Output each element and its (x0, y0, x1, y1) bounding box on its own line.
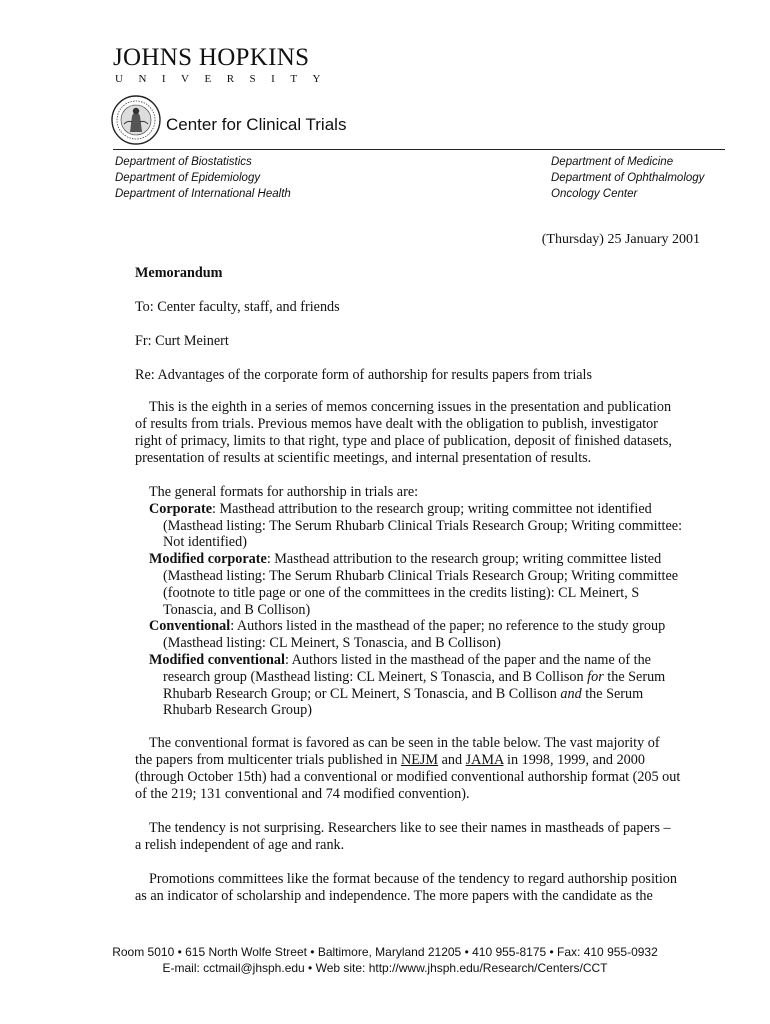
text-line: This is the eighth in a series of memos concerning issues in the presentation and publication (149, 399, 672, 415)
text-line: The conventional format is favored as can be seen in the table below. The vast majority of (149, 735, 660, 751)
tendency-paragraph (135, 820, 700, 854)
text-line: (through October 15th) had a conventional or modified conventional authorship format (205 out (135, 769, 681, 785)
department-item: Department of Medicine (551, 156, 674, 168)
journal-jama: JAMA (465, 752, 504, 768)
detail-text: Rhubarb Research Group; or CL Meinert, S Tonascia, and B Collison (163, 685, 561, 702)
format-detail: Not identified) (163, 534, 247, 551)
format-term: Modified corporate (149, 551, 267, 568)
format-term: Modified conventional (149, 651, 285, 668)
text-line: Promotions committees like the format because of the tendency to regard authorship position (149, 871, 677, 887)
format-description: : Masthead attribution to the research group; writing committee not identified (212, 500, 652, 517)
detail-text: the Serum (581, 685, 644, 702)
footer-contact: E-mail: cctmail@jhsph.edu • Web site: http://www.jhsph.edu/Research/Centers/CCT (162, 961, 608, 975)
text-line: a relish independent of age and rank. (135, 837, 345, 853)
detail-text: the Serum (603, 668, 666, 685)
intro-paragraph (135, 399, 700, 467)
department-item: Oncology Center (551, 188, 638, 200)
text-segment: the papers from multicenter trials published in (135, 752, 401, 768)
format-detail: (Masthead listing: The Serum Rhubarb Clinical Trials Research Group; Writing committee (163, 567, 679, 584)
memo-subject-line: Re: Advantages of the corporate form of authorship for results papers from trials (135, 367, 593, 383)
department-item: Department of Biostatistics (115, 156, 252, 168)
department-item: Department of Ophthalmology (551, 172, 705, 184)
format-detail: (Masthead listing: CL Meinert, S Tonascia, and B Collison) (163, 635, 501, 652)
authorship-formats-list (149, 484, 709, 719)
detail-text: research group (Masthead listing: CL Meinert, S Tonascia, and B Collison (163, 668, 588, 685)
format-term: Corporate (149, 500, 213, 517)
format-detail: Rhubarb Research Group) (163, 702, 312, 719)
format-detail (149, 686, 709, 703)
footer-address: Room 5010 • 615 North Wolfe Street • Baltimore, Maryland 21205 • 410 955-8175 • Fax: 410 955-0932 (112, 945, 658, 959)
university-seal-icon (110, 94, 162, 146)
text-segment: and (438, 752, 466, 768)
format-item-modified-conventional (149, 652, 709, 669)
formats-intro: The general formats for authorship in trials are: (149, 484, 419, 500)
conventional-paragraph (135, 735, 700, 803)
format-item-corporate (149, 501, 709, 518)
text-line: presentation of results at scientific meetings, and internal presentation of results. (135, 450, 592, 466)
departments-right (551, 154, 704, 202)
format-item-modified-corporate (149, 551, 709, 568)
text-line: of the 219; 131 conventional and 74 modified convention). (135, 786, 470, 802)
detail-emphasis: for (587, 668, 604, 685)
text-line: of results from trials. Previous memos have dealt with the obligation to publish, investigator (135, 416, 658, 432)
university-name: JOHNS HOPKINS (113, 44, 310, 71)
journal-nejm: NEJM (400, 752, 439, 768)
center-name: Center for Clinical Trials (166, 115, 347, 134)
letterhead-divider (113, 149, 725, 150)
format-description: : Authors listed in the masthead of the paper; no reference to the study group (230, 618, 666, 635)
format-description: : Masthead attribution to the research group; writing committee listed (266, 551, 662, 568)
university-subtitle: UNIVERSITY (115, 73, 336, 85)
format-detail: (footnote to title page or one of the committees in the credits listing): CL Meinert, S (163, 584, 640, 601)
format-term: Conventional (149, 618, 231, 635)
text-line: as an indicator of scholarship and independence. The more papers with the candidate as the (135, 888, 653, 904)
memo-to-line: To: Center faculty, staff, and friends (135, 299, 340, 315)
text-line: right of primacy, limits to that right, type and place of publication, deposit of finished datasets, (135, 433, 672, 449)
format-detail (149, 669, 709, 686)
format-detail: (Masthead listing: The Serum Rhubarb Clinical Trials Research Group; Writing committee: (163, 517, 683, 534)
promotions-paragraph (135, 871, 700, 905)
department-item: Department of Epidemiology (115, 172, 261, 184)
format-detail: Tonascia, and B Collison) (163, 601, 311, 618)
detail-emphasis: and (560, 685, 582, 702)
letterhead-footer (0, 944, 770, 976)
department-item: Department of International Health (115, 188, 291, 200)
text-line: The tendency is not surprising. Researchers like to see their names in mastheads of papers – (149, 820, 671, 836)
text-line (135, 752, 700, 769)
memo-date: (Thursday) 25 January 2001 (541, 232, 700, 247)
format-item-conventional (149, 618, 709, 635)
text-segment: in 1998, 1999, and 2000 (503, 752, 645, 768)
memo-heading: Memorandum (135, 265, 223, 281)
memo-from-line: Fr: Curt Meinert (135, 333, 229, 349)
departments-left (115, 154, 291, 202)
format-description: : Authors listed in the masthead of the paper and the name of the (284, 651, 651, 668)
